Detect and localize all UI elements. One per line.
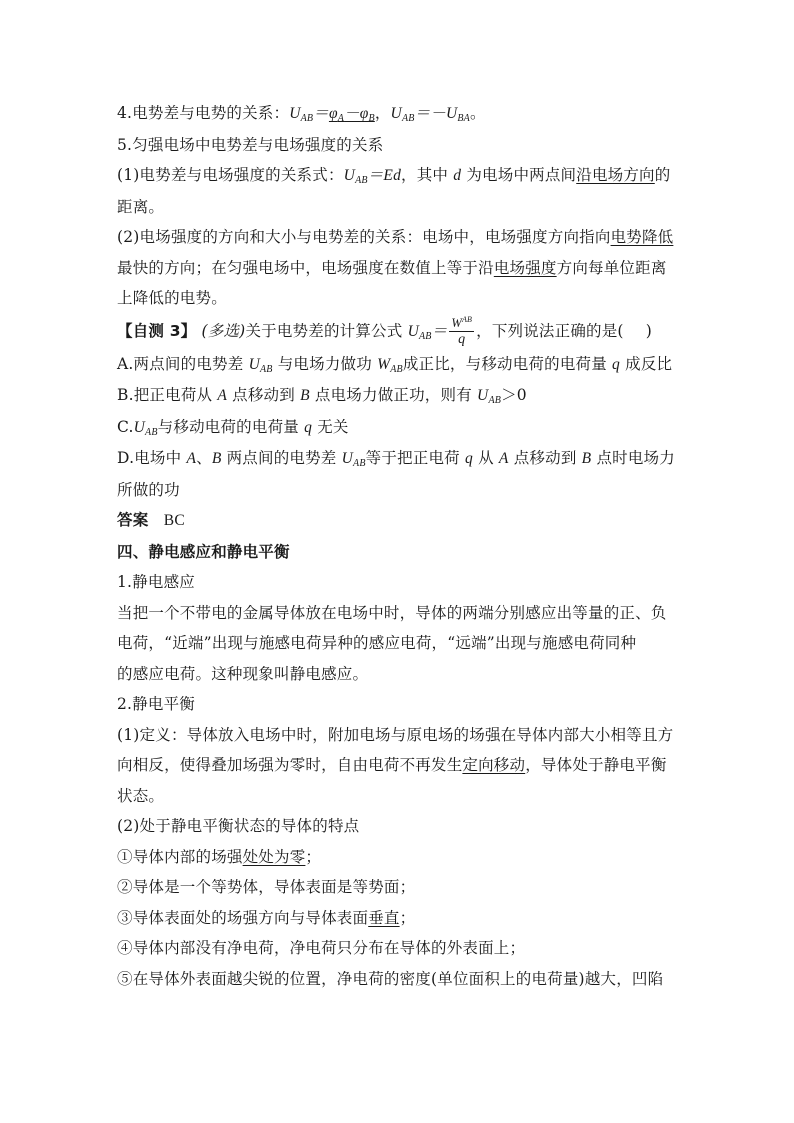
question-3	[117, 314, 682, 349]
underlined-term: 处处为零	[242, 847, 306, 866]
frac-num: W	[451, 315, 462, 330]
formula-uab-uba: $U_{AB}=-U_{BA}$	[390, 105, 470, 124]
paragraph-line: (1)定义：导体放入电场中时，附加电场与原电场的场强在导体内部大小相等且方	[117, 725, 674, 744]
text-span: ①导体内部的场强	[117, 847, 243, 866]
fraction-wab-q	[449, 316, 474, 348]
text-span: 成正比，与移动电荷的电荷量	[402, 354, 613, 373]
paragraph-line: 的感应电荷。这种现象叫静电感应。	[117, 664, 369, 683]
var-a: A	[217, 387, 228, 404]
text-span: D.电场中	[117, 449, 187, 467]
var-q: q	[304, 418, 313, 436]
section-4-heading: 四、静电感应和静电平衡	[117, 542, 290, 561]
var-uab: $U_{AB}$	[477, 387, 502, 406]
item-2-cont	[117, 253, 682, 284]
text-span: 关于电势差的计算公式	[245, 321, 408, 340]
var-uab: $U_{AB}$	[248, 355, 273, 375]
paragraph-line	[117, 750, 682, 781]
paragraph-line: 状态。	[117, 786, 165, 805]
text-span: 点移动到	[508, 449, 582, 467]
var-q: q	[612, 355, 620, 373]
underlined-term: 电势降低	[610, 228, 674, 246]
var-b: B	[300, 387, 310, 404]
text-span: 两点间的电势差	[221, 449, 342, 467]
var-a: A	[186, 450, 197, 467]
text-span: 。	[469, 104, 486, 122]
answer-line	[117, 505, 682, 537]
frac-num-sup: AB	[461, 314, 473, 324]
feature-5: ⑤在导体外表面越尖锐的位置，净电荷的密度(单位面积上的电荷量)越大，凹陷	[117, 969, 664, 988]
var-uab: $U_{AB}$	[341, 450, 366, 469]
text-span: 为电场中两点间	[461, 166, 577, 184]
text-span: 无关	[312, 417, 349, 436]
item-2-cont-2: 上降低的电势。	[117, 289, 227, 307]
var-wab: $W_{AB}$	[377, 355, 403, 375]
formula-uab-lhs: $U_{AB}=$	[407, 322, 448, 342]
text-span: 最快的方向；在匀强电场中，电场强度在数值上等于沿	[117, 258, 494, 277]
text-span: 点时电场力	[591, 449, 675, 467]
text-span: 点电场力做正功，则有	[309, 386, 478, 404]
frac-den: q	[458, 331, 466, 347]
underlined-term: 电场强度	[493, 258, 557, 277]
option-c	[117, 412, 682, 444]
text-span: (2)电场强度的方向和大小与电势差的关系：电场中，电场强度方向指向	[117, 228, 611, 246]
document-page	[117, 98, 682, 994]
formula-uab: $U_{AB}=\varphi_A-\varphi_B$	[289, 105, 375, 124]
text-span: C.	[117, 417, 134, 436]
heading-5: 5.匀强电场中电势差与电场强度的关系	[117, 135, 384, 154]
text-span: 方向每单位距离	[556, 258, 667, 277]
formula-ued: $U_{AB}=Ed$	[343, 167, 402, 186]
answer-value: BC	[163, 512, 185, 529]
text-span: 点移动到	[227, 386, 301, 404]
text-span: 与移动电荷的电荷量	[157, 417, 305, 436]
var-d: d	[453, 167, 462, 184]
text-span: B.把正电荷从	[117, 386, 218, 404]
text-span: 从	[472, 449, 499, 467]
text-span: ，	[374, 104, 391, 122]
var-a: A	[498, 450, 509, 467]
feature-3	[117, 903, 682, 934]
underlined-term: 定向移动	[462, 756, 526, 774]
text-span: ；	[399, 908, 416, 927]
option-d-cont: 所做的功	[117, 480, 180, 499]
text-span: ，导体处于静电平衡	[525, 756, 667, 774]
text-span: 等于把正电荷	[365, 449, 465, 467]
subheading-electrostatic-equilibrium: 2.静电平衡	[117, 695, 195, 713]
item-1-line	[117, 160, 682, 192]
feature-2: ②导体是一个等势体，导体表面是等势面；	[117, 878, 416, 896]
text-span: ，下列说法正确的是(	[476, 321, 624, 340]
option-d	[117, 443, 682, 475]
text-span: A.两点间的电势差	[117, 354, 249, 373]
text-span: 与电场力做功	[277, 354, 378, 373]
text-span: )	[645, 321, 652, 340]
text-span: 、	[196, 449, 212, 467]
text-span: ；	[305, 847, 322, 866]
paragraph-line: 当把一个不带电的金属导体放在电场中时，导体的两端分别感应出等量的正、负	[117, 603, 667, 622]
feature-4: ④导体内部没有净电荷，净电荷只分布在导体的外表面上；	[117, 939, 526, 957]
option-b	[117, 380, 682, 412]
item-1-cont: 距离。	[117, 197, 165, 216]
option-a	[117, 349, 682, 381]
var-b: B	[581, 450, 592, 467]
item-2-line	[117, 222, 682, 253]
relation-line	[117, 98, 682, 130]
var-b: B	[211, 450, 222, 467]
var-uab: $U_{AB}$	[133, 418, 158, 438]
feature-1	[117, 842, 682, 873]
paragraph-line: 电荷，“近端”出现与施感电荷异种的感应电荷，“远端”出现与施感电荷同种	[117, 634, 637, 652]
text-span: 4.电势差与电势的关系：	[117, 104, 290, 122]
text-span: ＞0	[501, 386, 527, 404]
paragraph-line: (2)处于静电平衡状态的导体的特点	[117, 817, 360, 835]
subheading-electrostatic-induction: 1.静电感应	[117, 573, 195, 591]
text-span: 向相反，使得叠加场强为零时，自由电荷不再发生	[117, 756, 463, 774]
answer-label: 答案	[117, 511, 149, 529]
underlined-term: 垂直	[368, 908, 400, 927]
text-span: ，其中	[401, 166, 454, 184]
underlined-term: 沿电场方向	[576, 166, 655, 184]
question-tag: 【自测 3】	[117, 321, 197, 340]
text-span: (1)电势差与电场强度的关系式：	[117, 166, 344, 184]
var-q: q	[465, 450, 473, 467]
text-span: ③导体表面处的场强方向与导体表面	[117, 908, 369, 927]
text-span: 成反比	[620, 354, 673, 373]
text-span: 的	[654, 166, 671, 184]
multi-choice-note: (多选)	[201, 321, 246, 340]
